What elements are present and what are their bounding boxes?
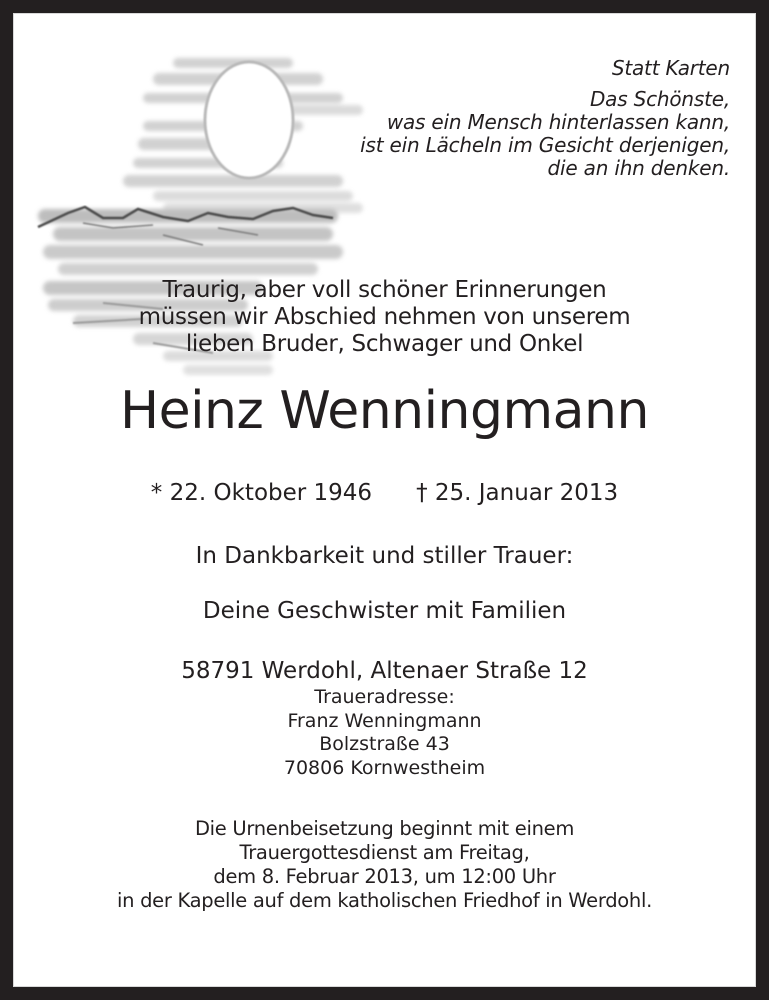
- death-date: † 25. Januar 2013: [416, 480, 619, 506]
- deceased-name: Heinz Wenningmann: [120, 381, 649, 441]
- service-line: dem 8. Februar 2013, um 12:00 Uhr: [213, 865, 556, 888]
- family-address: 58791 Werdohl, Altenaer Straße 12: [181, 658, 588, 684]
- mourning-address-street: Bolzstraße 43: [319, 733, 450, 755]
- mourning-address-name: Franz Wenningmann: [287, 709, 482, 732]
- quote-line: was ein Mensch hinterlassen kann,: [386, 110, 730, 134]
- service-line: Die Urnenbeisetzung beginnt mit einem: [194, 817, 575, 840]
- quote-line: ist ein Lächeln im Gesicht derjenigen,: [360, 133, 730, 157]
- obituary-card: [13, 13, 756, 987]
- quote-block: [360, 57, 730, 180]
- tagline: Statt Karten: [611, 56, 730, 80]
- intro-line: Traurig, aber voll schöner Erinnerungen: [162, 277, 607, 303]
- quote-line: die an ihn denken.: [547, 156, 730, 180]
- service-line: in der Kapelle auf dem katholischen Friedhof in Werdohl.: [117, 889, 652, 912]
- service-info: [13, 817, 756, 913]
- birth-date: * 22. Oktober 1946: [150, 480, 373, 506]
- mourning-address: [13, 686, 756, 780]
- service-line: Trauergottesdienst am Freitag,: [239, 841, 530, 864]
- family-line: Deine Geschwister mit Familien: [202, 598, 567, 624]
- moon-shape: [205, 62, 293, 178]
- intro-line: müssen wir Abschied nehmen von unserem: [138, 304, 631, 330]
- intro-line: lieben Bruder, Schwager und Onkel: [185, 331, 584, 357]
- intro-text: [13, 277, 756, 358]
- mourning-address-label: Traueradresse:: [314, 686, 455, 708]
- thanks-line: In Dankbarkeit und stiller Trauer:: [195, 543, 574, 569]
- life-dates: [13, 479, 756, 507]
- mourning-address-city: 70806 Kornwestheim: [283, 756, 486, 779]
- quote-line: Das Schönste,: [589, 87, 730, 111]
